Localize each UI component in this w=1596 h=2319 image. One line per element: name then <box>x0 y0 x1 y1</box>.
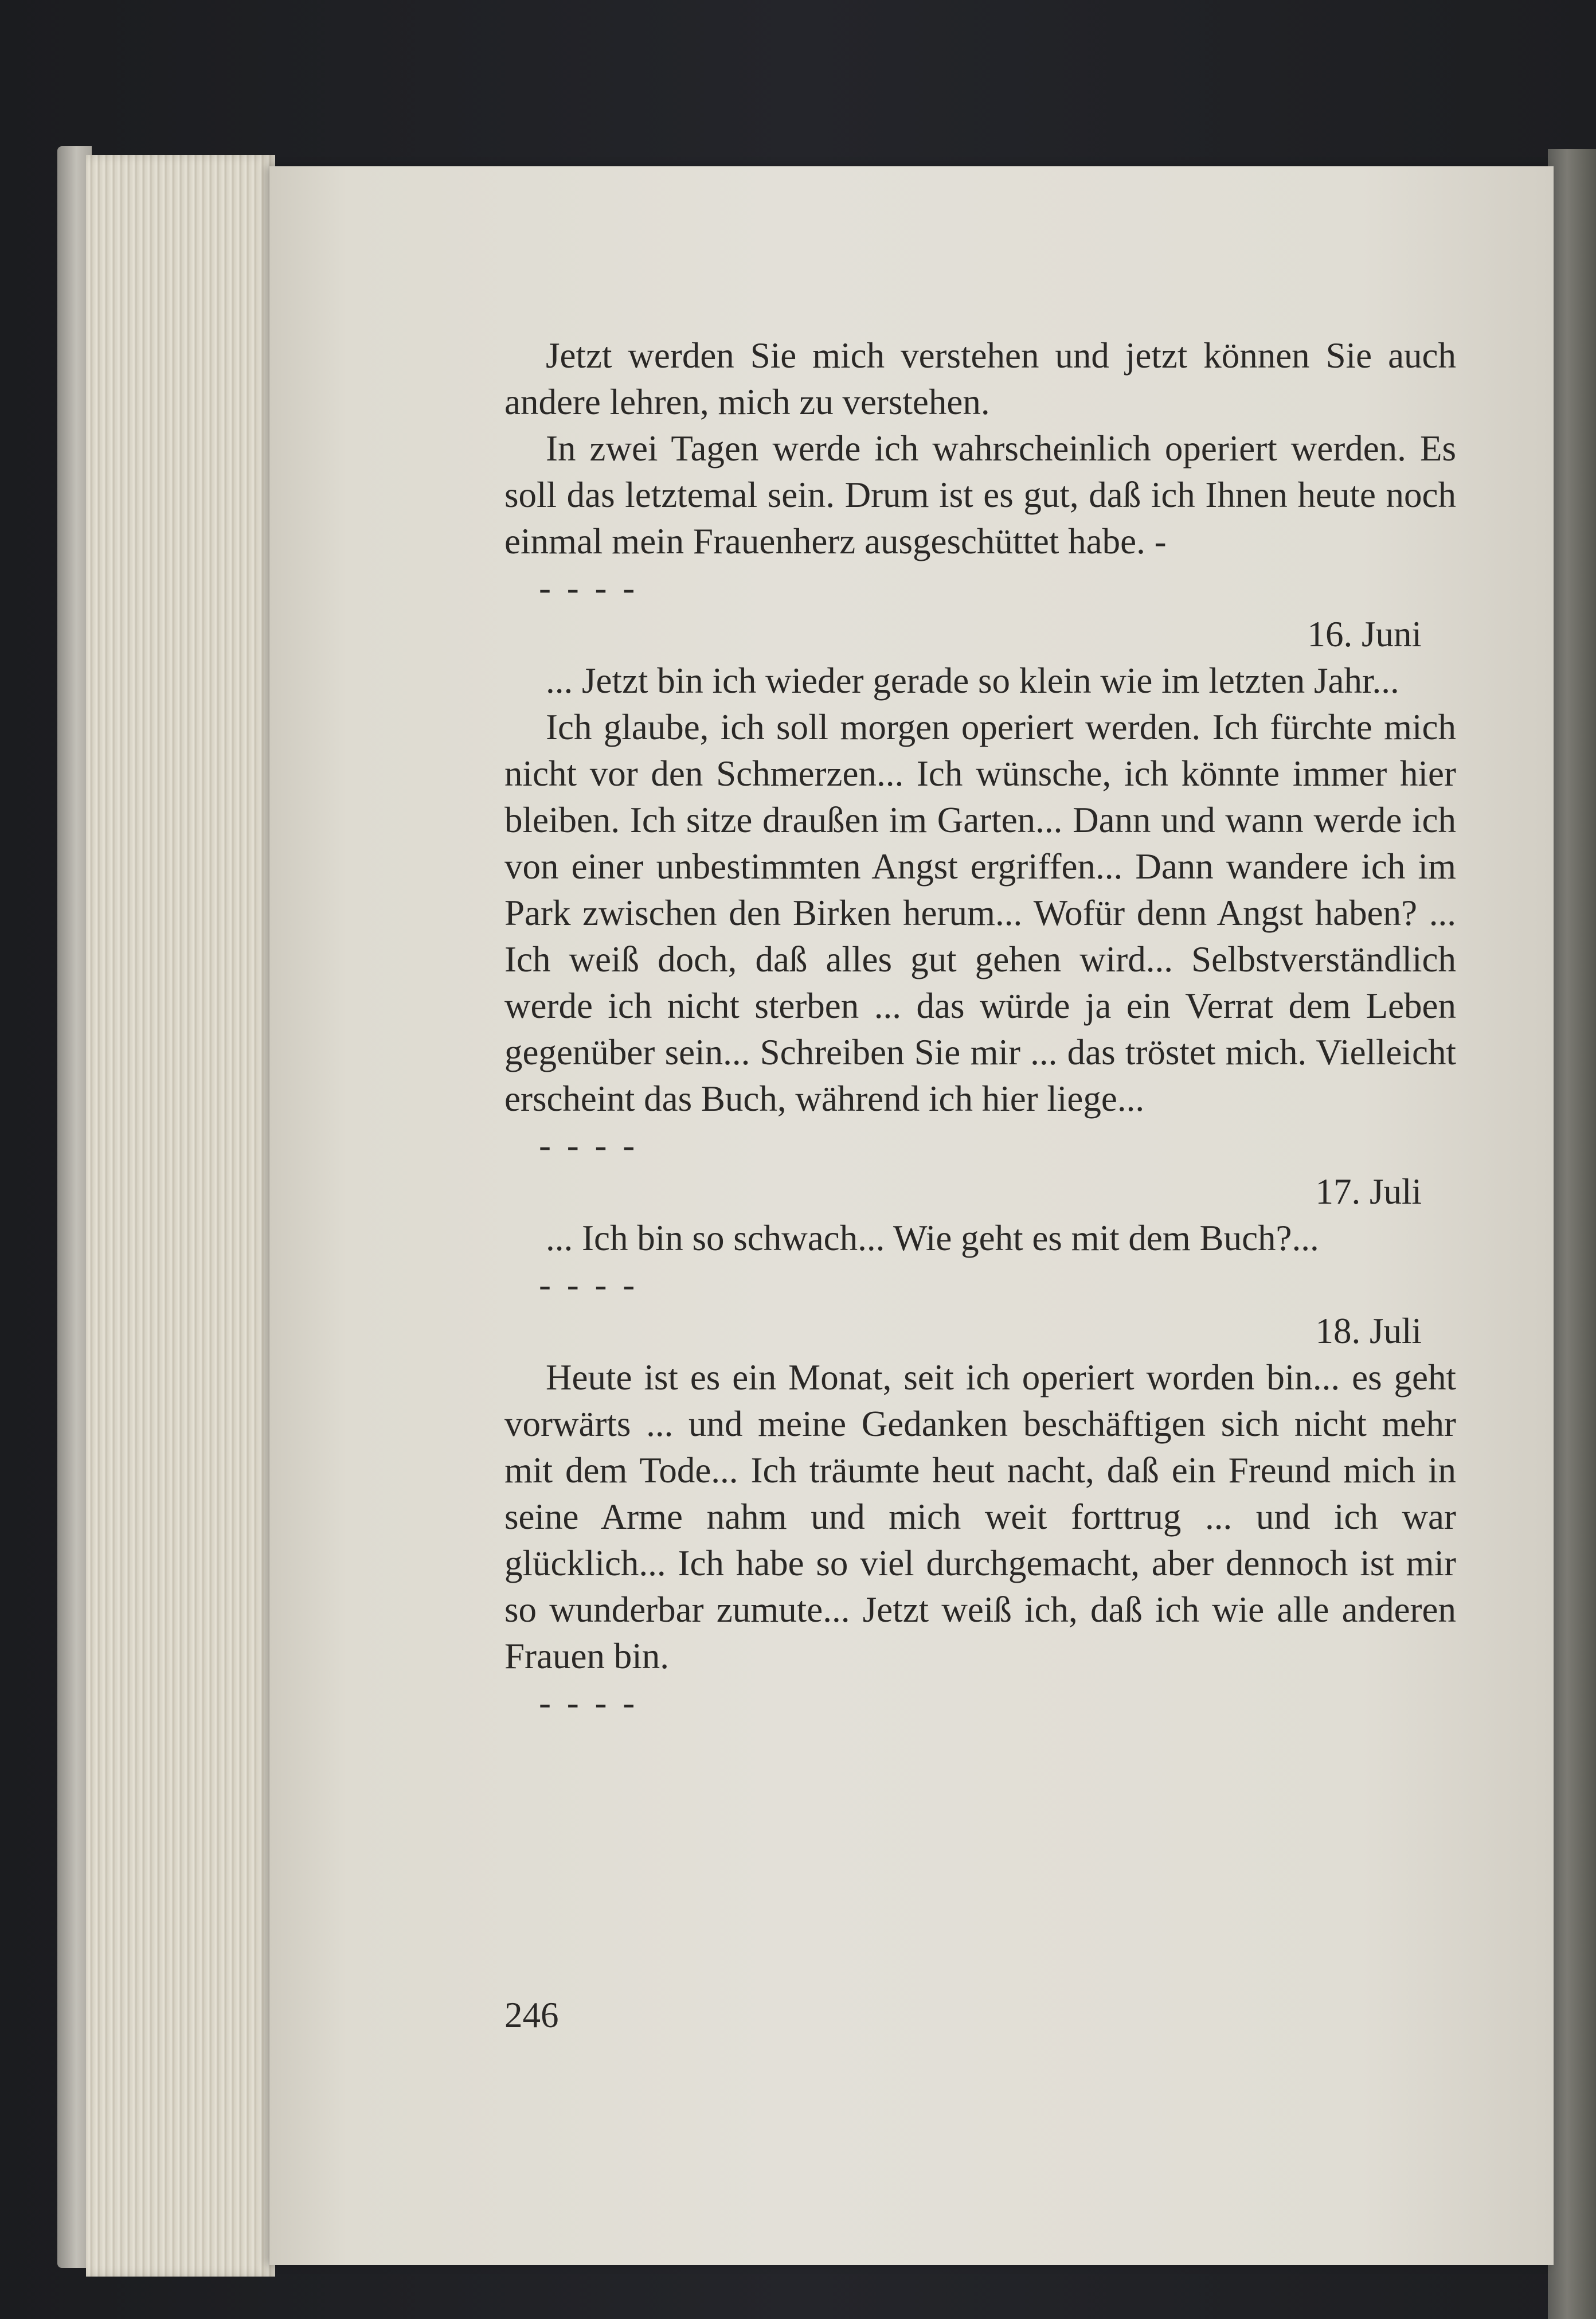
diary-date: 17. Juli <box>1315 1172 1422 1212</box>
paragraph: In zwei Tagen werde ich wahrscheinlich operiert werden. Es soll das letztemal sein. Drum ist es gut, daß ich Ihnen heute noch einmal mein Frauenherz ausgeschüttet habe. - <box>504 428 1456 561</box>
paragraph: ... Ich bin so schwach... Wie geht es mit dem Buch?... <box>546 1218 1319 1258</box>
paragraph: Jetzt werden Sie mich verstehen und jetzt können Sie auch andere lehren, mich zu verstehen. <box>504 335 1456 422</box>
section-separator: - - - - <box>539 1264 639 1305</box>
section-separator: - - - - <box>539 568 639 608</box>
paragraph: ... Jetzt bin ich wieder gerade so klein wie im letzten Jahr... <box>546 661 1399 701</box>
page-number: 246 <box>504 1995 559 2035</box>
section-separator: - - - - <box>539 1125 639 1165</box>
paragraph: Heute ist es ein Monat, seit ich operiert worden bin... es geht vorwärts ... und meine Gedanken beschäftigen sich nicht mehr mit dem Tode... Ich träumte heut nacht, daß ein Freund mich in seine Arme nahm und mich weit forttrug ... und ich war glücklich... Ich habe so viel durchgemacht, aber dennoch ist mir so wunderbar zumute... Jetzt weiß ich, daß ich wie alle anderen Frauen bin. <box>504 1357 1456 1676</box>
paragraph: Ich glaube, ich soll morgen operiert werden. Ich fürchte mich nicht vor den Schmerzen... Ich wünsche, ich könnte immer hier bleiben. Ich sitze draußen im Garten... Dann und wann werde ich von einer unbestimmten Angst ergriffen... Dann wandere ich im Park zwischen den Birken herum... Wofür denn Angst haben? ... Ich weiß doch, daß alles gut gehen wird... Selbstverständlich werde ich nicht sterben ... das würde ja ein Verrat dem Leben gegenüber sein... Schreiben Sie mir ... das tröstet mich. Vielleicht erscheint das Buch, während ich hier liege... <box>504 707 1456 1119</box>
section-separator: - - - - <box>539 1682 639 1723</box>
diary-date: 16. Juni <box>1307 614 1422 654</box>
page-edges <box>86 155 275 2277</box>
page-text <box>504 333 1456 1726</box>
diary-date: 18. Juli <box>1315 1311 1422 1351</box>
book-cover-cloth <box>1548 149 1596 2319</box>
